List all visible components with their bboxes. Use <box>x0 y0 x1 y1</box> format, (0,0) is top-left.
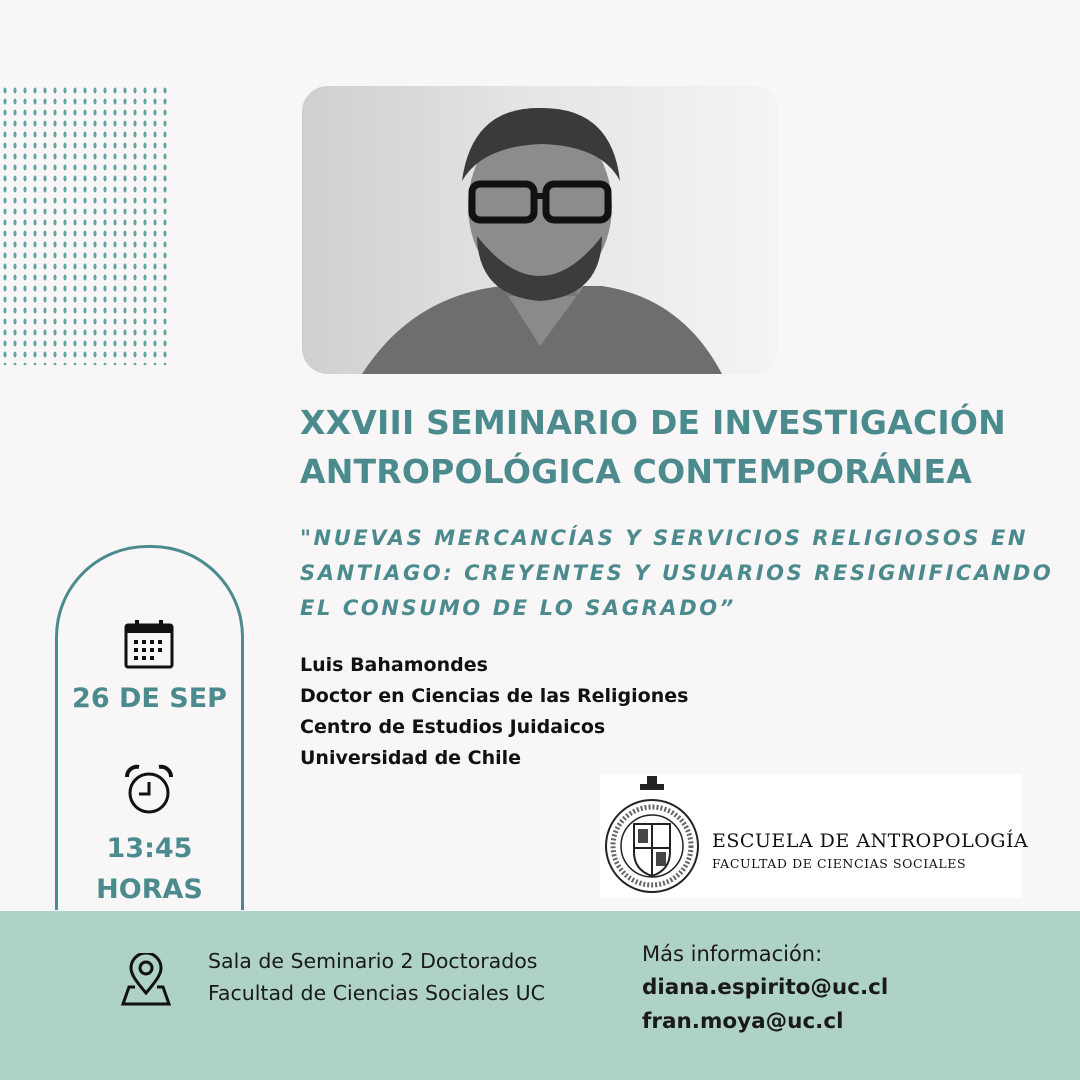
speaker-info <box>300 650 688 774</box>
venue-info <box>208 945 545 1009</box>
venue-faculty: Facultad de Ciencias Sociales UC <box>208 981 545 1005</box>
seminar-title <box>300 398 1060 496</box>
contact-info <box>642 937 888 1039</box>
event-time: 13:45 <box>106 833 193 864</box>
speaker-center: Centro de Estudios Juidaicos <box>300 716 606 738</box>
title-line-1: XXVIII SEMINARIO DE INVESTIGACIÓN <box>300 403 1006 442</box>
speaker-photo <box>302 86 778 374</box>
venue-room: Sala de Seminario 2 Doctorados <box>208 949 538 973</box>
map-pin-icon <box>121 953 171 1007</box>
decorative-dot-pattern <box>0 85 172 365</box>
more-info-label: Más información: <box>642 942 823 966</box>
event-date: 26 DE SEP <box>72 683 227 714</box>
subtitle-line-2: SANTIAGO: CREYENTES Y USUARIOS RESIGNIFICANDO <box>300 561 1054 585</box>
university-seal-icon <box>602 774 702 898</box>
contact-email-2[interactable]: fran.moya@uc.cl <box>642 1009 844 1034</box>
calendar-icon <box>124 619 174 669</box>
logo-subtitle: FACULTAD DE CIENCIAS SOCIALES <box>712 856 967 871</box>
talk-title <box>300 521 1070 626</box>
speaker-university: Universidad de Chile <box>300 747 522 769</box>
event-time-unit: HORAS <box>96 874 203 905</box>
footer-bar <box>0 911 1080 1080</box>
subtitle-line-3: EL CONSUMO DE LO SAGRADO” <box>300 596 736 620</box>
speaker-name: Luis Bahamondes <box>300 654 488 676</box>
contact-email-1[interactable]: diana.espirito@uc.cl <box>642 975 889 1000</box>
logo-title: ESCUELA DE ANTROPOLOGÍA <box>712 830 1029 852</box>
speaker-degree: Doctor en Ciencias de las Religiones <box>300 685 689 707</box>
title-line-2: ANTROPOLÓGICA CONTEMPORÁNEA <box>300 452 972 491</box>
school-logo <box>600 774 1029 898</box>
alarm-clock-icon <box>124 764 174 816</box>
subtitle-line-1: "NUEVAS MERCANCÍAS Y SERVICIOS RELIGIOSOS EN <box>300 526 1029 550</box>
